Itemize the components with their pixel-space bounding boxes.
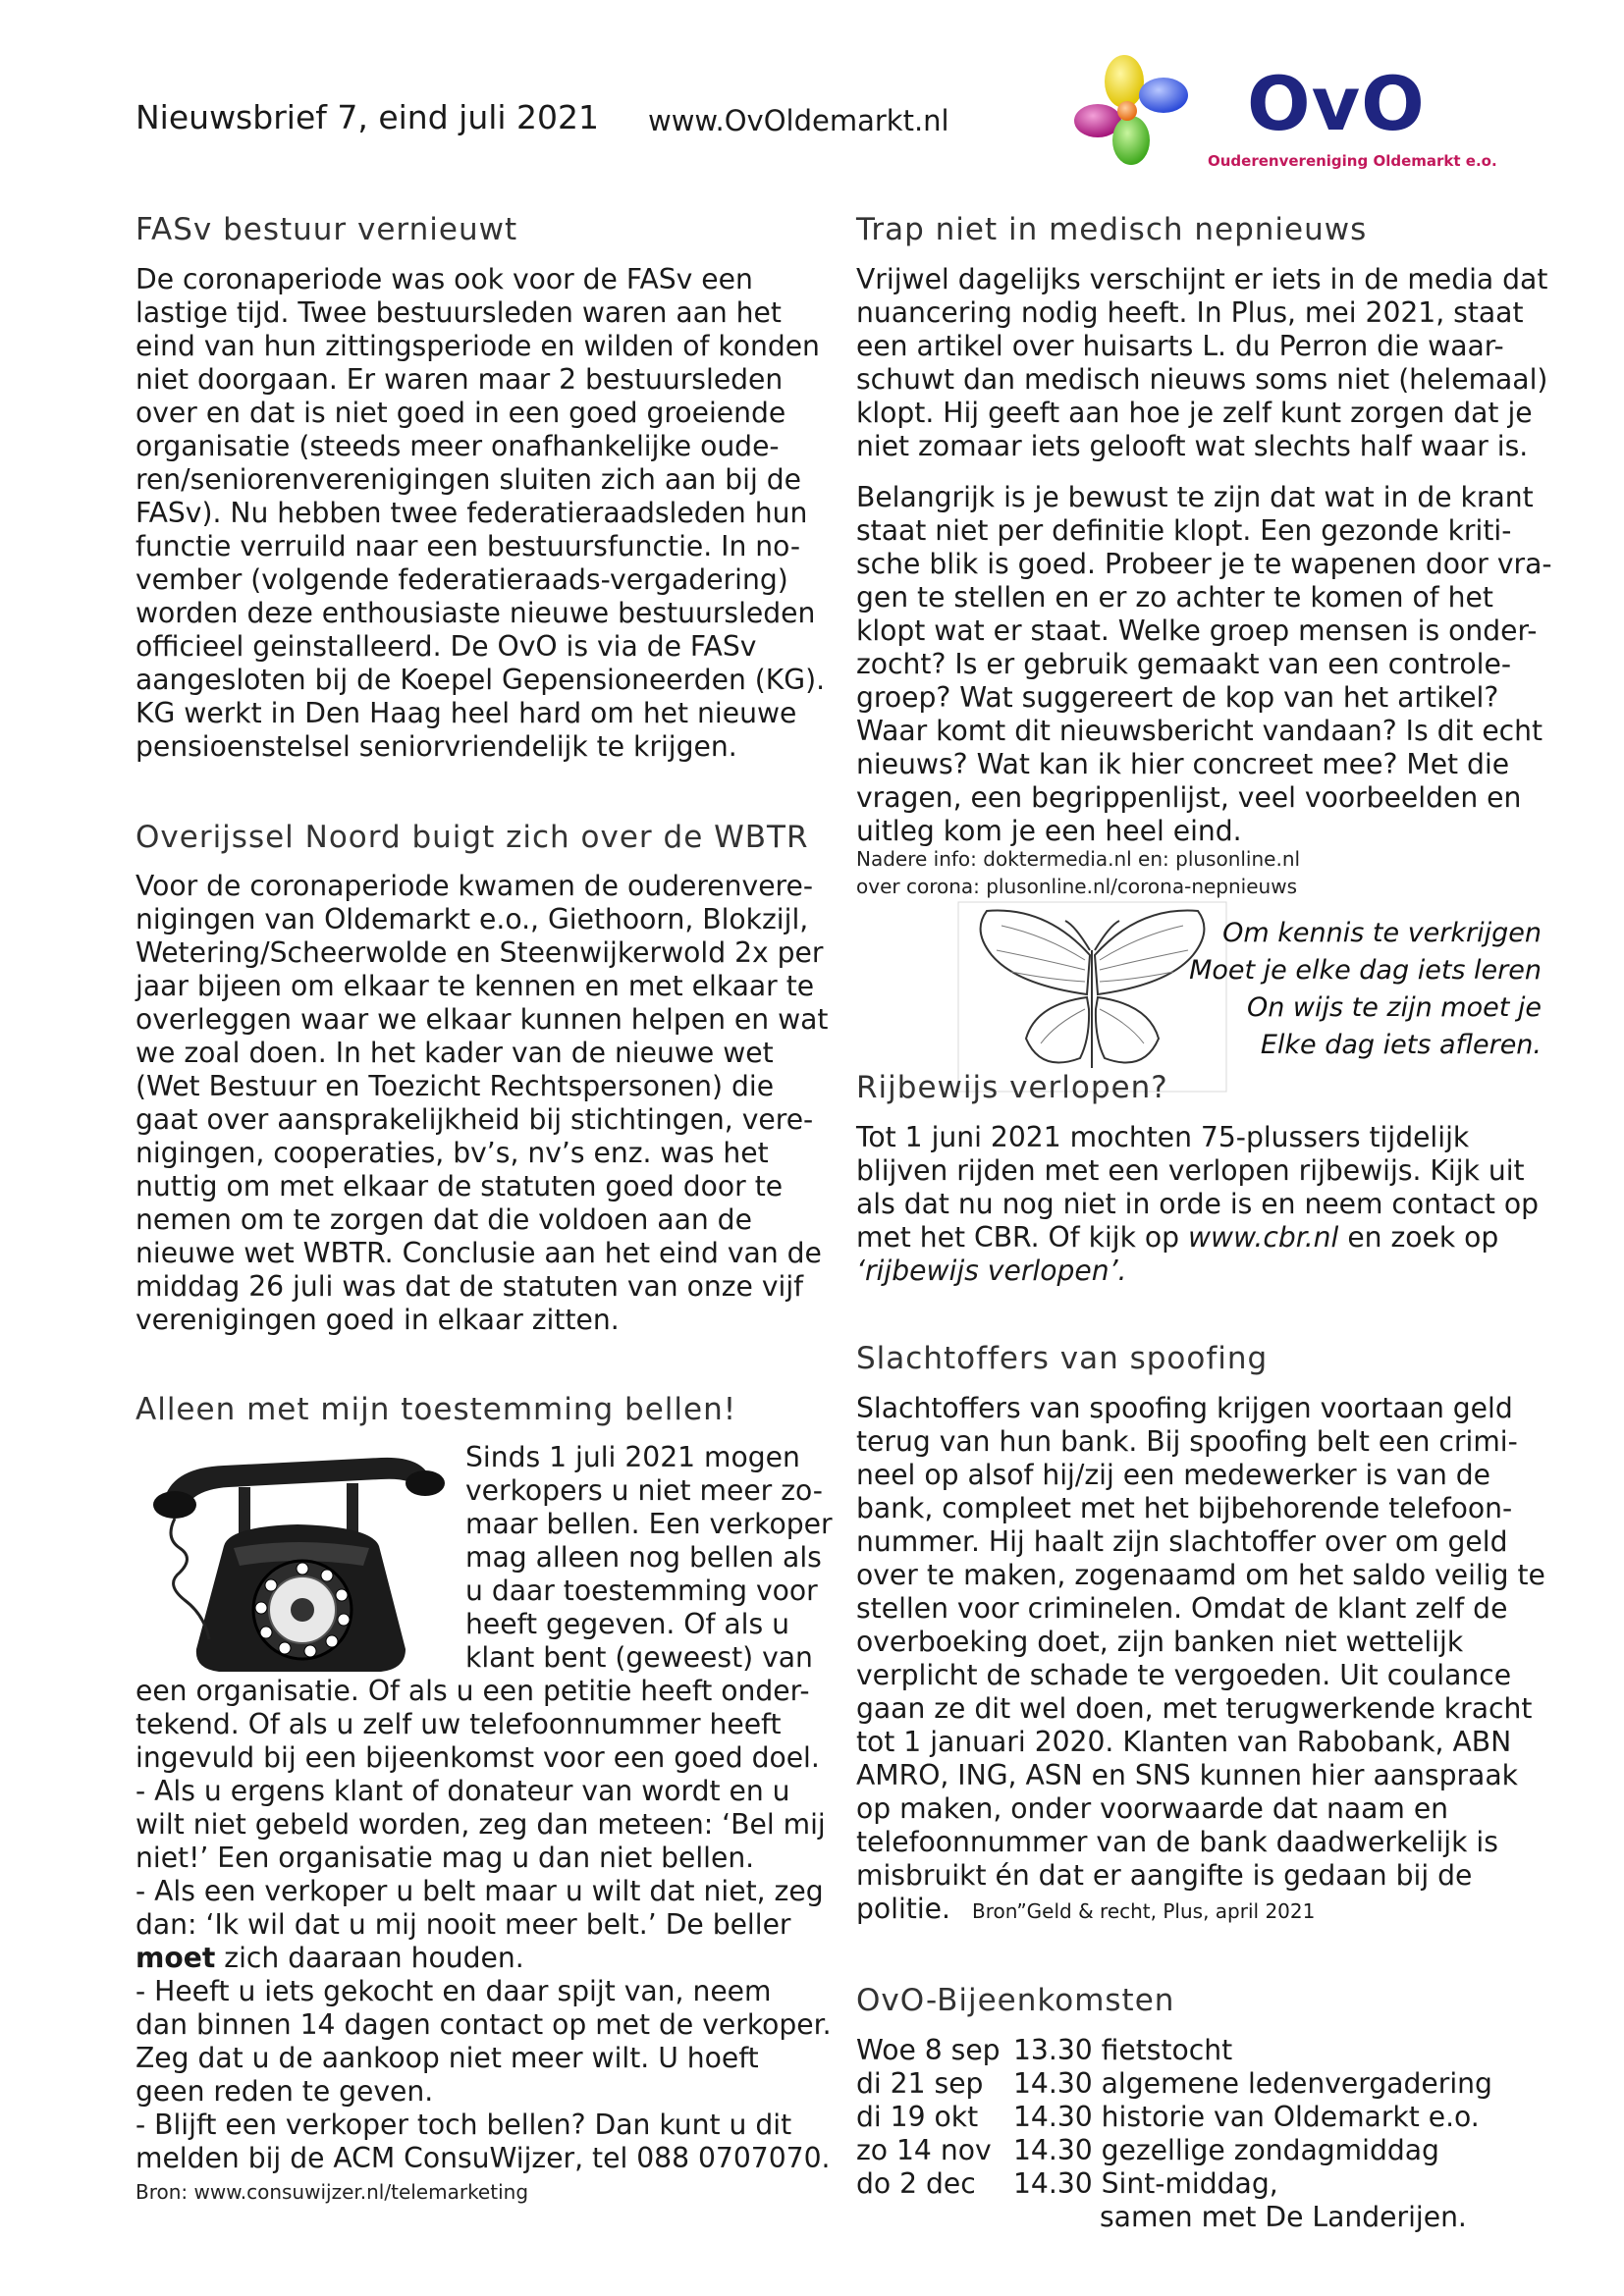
nepnieuws-body-1: Vrijwel dagelijks verschijnt er iets in de media dat nuancering nodig heeft. In Plus, mei 2021, staat een artikel over huisarts L. du Perron die waar- schuwt dan medisch nieuws soms niet (helemaal) klopt. Hij geeft aan hoe je zelf kunt zorgen dat je niet zomaar iets gelooft wat slechts half waar is. xyxy=(856,263,1548,462)
nepnieuws-info-1: Nadere info: doktermedia.nl en: plusonline.nl xyxy=(856,847,1301,871)
cbr-link[interactable]: www.cbr.nl xyxy=(1188,1221,1339,1254)
section-heading-rijbewijs: Rijbewijs verlopen? xyxy=(856,1070,1168,1105)
section-heading-fasv: FASv bestuur vernieuwt xyxy=(135,212,518,247)
spoofing-body: Slachtoffers van spoofing krijgen voortaan geld terug van hun bank. Bij spoofing belt een crimi- neel op alsof hij/zij een medewerker is van de bank, compleet met het bijbehorende telefoon- nummer. Hij haalt zijn slachtoffer over om geld over te maken, zogenaamd om het saldo veilig te stellen voor criminelen. Omdat de klant zelf de overboeking doet, zijn banken niet wettelijk verplicht de schade te vergoeden. Uit coulance gaan ze dit wel doen, met terugwerkende kracht tot 1 januari 2020. Klanten van Rabobank, ABN AMRO, ING, ASN en SNS kunnen hier aanspraak op maken, onder voorwaarde dat naam en telefoonnummer van de bank daadwerkelijk is misbruikt én dat er aangifte is gedaan bij de politie. Bron”Geld & recht, Plus, april 2021 xyxy=(856,1392,1545,1925)
table-row: di 19 okt 14.30 historie van Oldemarkt e.o. xyxy=(856,2101,1480,2133)
table-row: di 21 sep 14.30 algemene ledenvergadering xyxy=(856,2067,1492,2100)
nepnieuws-body-2: Belangrijk is je bewust te zijn dat wat in de krant staat niet per definitie klopt. Een gezonde kriti- sche blik is goed. Probeer je te wapenen door vra- gen te stellen en er zo achter te komen of het klopt wat er staat. Welke groep mensen is onder- zocht? Is er gebruik gemaakt van een controle- groep? Wat suggereert de kop van het artikel? Waar komt dit nieuwsbericht vandaan? Is dit echt nieuws? Wat kan ik hier concreet mee? Met die vragen, een begrippenlijst, veel voorbeelden en uitleg kom je een heel eind. xyxy=(856,481,1552,847)
table-row: do 2 dec 14.30 Sint-middag, xyxy=(856,2167,1278,2200)
ovo-logo xyxy=(1060,54,1497,182)
rijbewijs-body: Tot 1 juni 2021 mochten 75-plussers tijdelijk blijven rijden met een verlopen rijbewijs. Kijk uit als dat nu nog niet in orde is en neem contact op met het CBR. Of kijk op www.cbr.nl en zoek op ‘rijbewijs verlopen’. xyxy=(856,1121,1540,1287)
meetings-table xyxy=(856,2034,1492,2234)
section-heading-nepnieuws: Trap niet in medisch nepnieuws xyxy=(856,212,1368,247)
section-heading-wbtr: Overijssel Noord buigt zich over de WBTR xyxy=(135,820,809,855)
fasv-body: De coronaperiode was ook voor de FASv een lastige tijd. Twee bestuursleden waren aan het eind van hun zittingsperiode en wilden of konden niet doorgaan. Er waren maar 2 bestuursleden over en dat is niet goed in een goed groeiende organisatie (steeds meer onafhankelijke oude- ren/seniorenverenigingen sluiten zich aan bij de FASv). Nu hebben twee federatieraadsleden hun functie verruild naar een bestuursfunctie. In no- vember (volgende federatieraads-vergadering) worden deze enthousiaste nieuwe bestuursleden officieel geinstalleerd. De OvO is via de FASv aangesloten bij de Koepel Gepensioneerden (KG). KG werkt in Den Haag heel hard om het nieuwe pensioenstelsel seniorvriendelijk te krijgen. xyxy=(135,263,826,763)
poem: Om kennis te verkrijgen Moet je elke dag iets leren On wijs te zijn moet je Elke dag iets afleren. xyxy=(1189,918,1542,1060)
spoofing-source: Bron”Geld & recht, Plus, april 2021 xyxy=(972,1899,1316,1923)
table-row: zo 14 nov 14.30 gezellige zondagmiddag xyxy=(856,2134,1439,2166)
telephone-image xyxy=(135,1438,450,1683)
bellen-source: Bron: www.consuwijzer.nl/telemarketing xyxy=(135,2180,529,2204)
section-heading-bellen: Alleen met mijn toestemming bellen! xyxy=(135,1392,737,1427)
logo-subtitle: Ouderenvereniging Oldemarkt e.o. xyxy=(1208,152,1497,170)
bellen-body: een organisatie. Of als u een petitie heeft onder- tekend. Of als u zelf uw telefoonnummer heeft ingevuld bij een bijeenkomst voor een goed doel. - Als u ergens klant of donateur van wordt en u wilt niet gebeld worden, zeg dan meteen: ‘Bel mij niet!’ Een organisatie mag u dan niet bellen. - Als een verkoper u belt maar u wilt dat niet, zeg dan: ‘Ik wil dat u mij nooit meer belt.’ De beller moet zich daaraan houden. - Heeft u iets gekocht en daar spijt van, neem dan binnen 14 dagen contact op met de verkoper. Zeg dat u de aankoop niet meer wilt. U hoeft geen reden te geven. - Blijft een verkoper toch bellen? Dan kunt u dit melden bij de ACM ConsuWijzer, tel 088 0707070. xyxy=(135,1675,832,2174)
section-heading-spoofing: Slachtoffers van spoofing xyxy=(856,1341,1269,1376)
wbtr-body: Voor de coronaperiode kwamen de ouderenvere- nigingen van Oldemarkt e.o., Giethoorn, Blokzijl, Wetering/Scheerwolde en Steenwijkerwold 2x per jaar bijeen om elkaar te kennen en met elkaar te overleggen waar we elkaar kunnen helpen en wat we zoal doen. In het kader van de nieuwe wet (Wet Bestuur en Toezicht Rechtspersonen) die gaat over aansprakelijkheid bij stichtingen, vere- nigingen, cooperaties, bv’s, nv’s enz. was het nuttig om met elkaar de statuten goed door te nemen om te zorgen dat die voldoen aan de nieuwe wet WBTR. Conclusie aan het eind van de middag 26 juli was dat de statuten van onze vijf verenigingen goed in elkaar zitten. xyxy=(135,870,829,1336)
flower-logo-icon xyxy=(1070,54,1198,172)
section-heading-bijeenkomsten: OvO-Bijeenkomsten xyxy=(856,1983,1175,2018)
table-row: Woe 8 sep 13.30 fietstocht xyxy=(856,2034,1233,2066)
logo-wordmark: OvO xyxy=(1247,60,1426,147)
newsletter-title: Nieuwsbrief 7, eind juli 2021 xyxy=(135,98,600,136)
nepnieuws-info-2: over corona: plusonline.nl/corona-nepnieuws xyxy=(856,875,1297,898)
butterfly-image xyxy=(957,901,1227,1093)
bellen-body-wrapped: Sinds 1 juli 2021 mogen verkopers u niet meer zo- maar bellen. Een verkoper mag alleen nog bellen als u daar toestemming voor heeft gegeven. Of als u klant bent (geweest) van xyxy=(465,1441,833,1674)
table-row: samen met De Landerijen. xyxy=(1100,2201,1467,2233)
website-url[interactable]: www.OvOldemarkt.nl xyxy=(648,104,949,137)
